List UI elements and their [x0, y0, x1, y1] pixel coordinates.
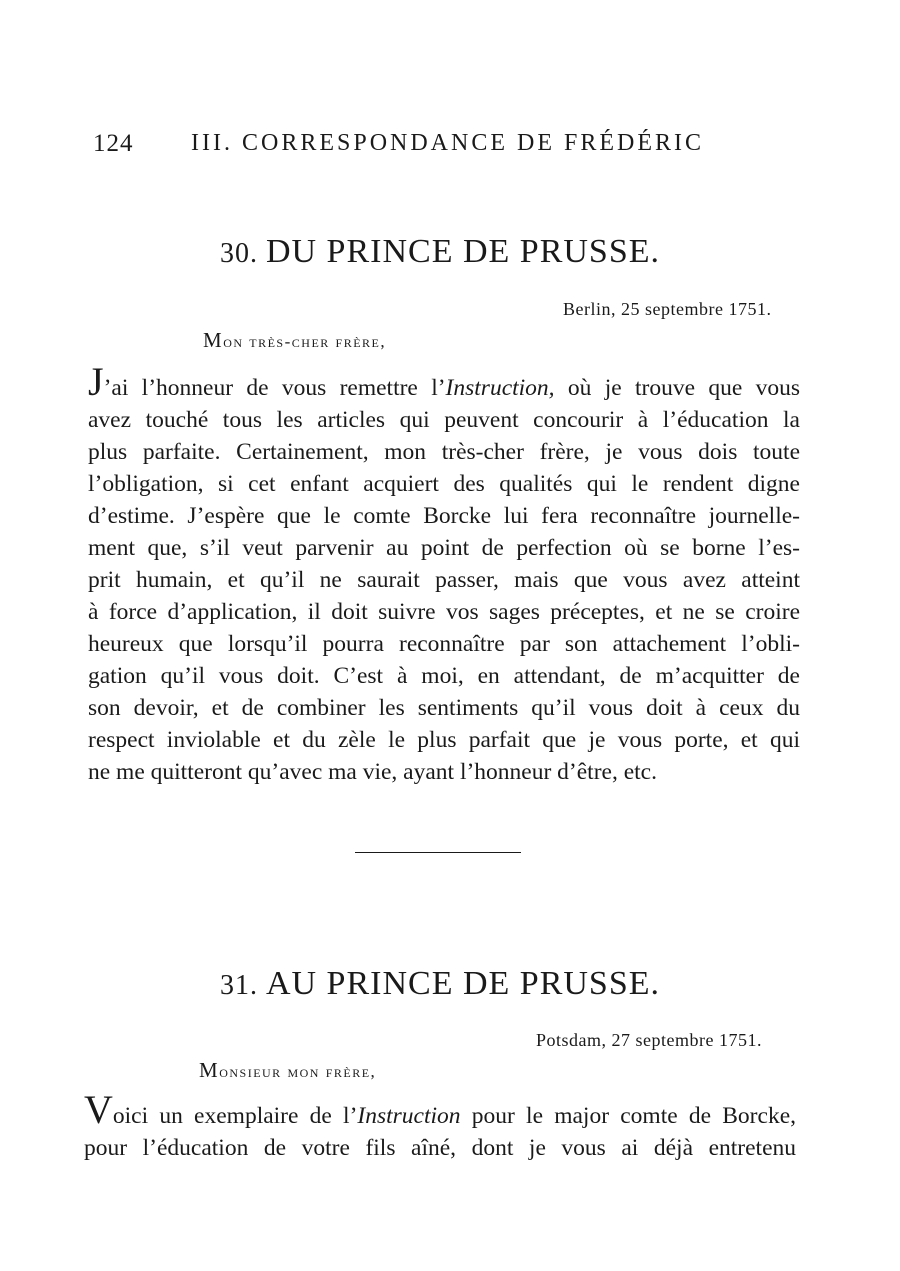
body-line: respect inviolable et du zèle le plus parfait que je vous porte, et qui	[88, 727, 800, 753]
letter-30-title	[0, 233, 880, 271]
body-line: heureux que lorsqu’il pourra reconnaître par son attachement l’obli-	[88, 631, 800, 657]
letter-30-salutation: Mon très-cher frère,	[203, 328, 387, 352]
running-head-title: III. CORRESPONDANCE DE FRÉDÉRIC	[191, 130, 705, 156]
letter-30-dateline: Berlin, 25 septembre 1751.	[563, 299, 772, 319]
letter-31-title	[0, 965, 880, 1003]
body-line: pour l’éducation de votre fils aîné, dont je vous ai déjà entretenu	[84, 1135, 796, 1161]
letter-number: 31.	[219, 970, 258, 1001]
letter-31-body	[84, 1087, 796, 1164]
letter-number: 30.	[219, 238, 258, 269]
page-number: 124	[93, 130, 134, 157]
letter-31-dateline: Potsdam, 27 septembre 1751.	[536, 1030, 762, 1050]
drop-cap: V	[84, 1087, 113, 1132]
body-line: J’ai l’honneur de vous remettre l’Instruction, où je trouve que vous	[88, 359, 800, 404]
body-line: gation qu’il vous doit. C’est à moi, en attendant, de m’acquitter de	[88, 663, 800, 689]
letter-30-body	[88, 359, 800, 788]
running-head	[93, 130, 733, 162]
body-line: Voici un exemplaire de l’Instruction pour le major comte de Borcke,	[84, 1087, 796, 1132]
body-line: plus parfaite. Certainement, mon très-cher frère, je vous dois toute	[88, 439, 800, 465]
body-line: à force d’application, il doit suivre vos sages préceptes, et ne se croire	[88, 599, 800, 625]
body-line: ne me quitteront qu’avec ma vie, ayant l’honneur d’être, etc.	[88, 759, 657, 785]
body-line: d’estime. J’espère que le comte Borcke lui fera reconnaître journelle-	[88, 503, 800, 529]
body-line: prit humain, et qu’il ne saurait passer, mais que vous avez atteint	[88, 567, 800, 593]
drop-cap: J	[88, 359, 104, 404]
letter-heading: DU PRINCE DE PRUSSE.	[265, 233, 661, 270]
letter-heading: AU PRINCE DE PRUSSE.	[265, 965, 661, 1002]
section-divider	[355, 852, 521, 853]
body-line: avez touché tous les articles qui peuvent concourir à l’éducation la	[88, 407, 800, 433]
body-line: ment que, s’il veut parvenir au point de perfection où se borne l’es-	[88, 535, 800, 561]
body-line: l’obligation, si cet enfant acquiert des qualités qui le rendent digne	[88, 471, 800, 497]
letter-31-salutation: Monsieur mon frère,	[199, 1058, 377, 1082]
body-line: son devoir, et de combiner les sentiments qu’il vous doit à ceux du	[88, 695, 800, 721]
